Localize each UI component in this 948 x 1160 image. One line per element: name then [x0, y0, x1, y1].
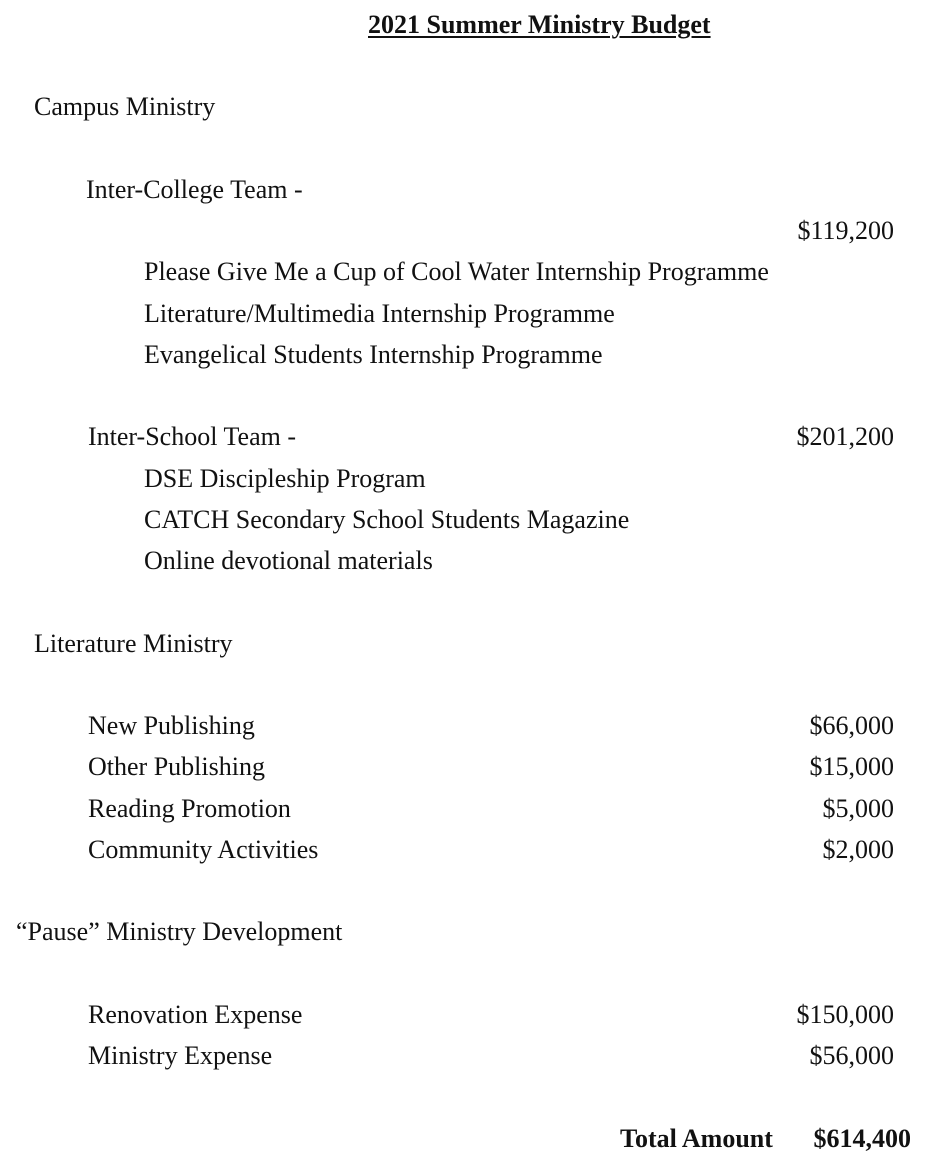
page-title: 2021 Summer Ministry Budget: [368, 10, 711, 39]
literature-item-amount: $15,000: [809, 752, 894, 781]
inter-school-item: Online devotional materials: [144, 546, 433, 575]
total-label: Total Amount: [620, 1124, 773, 1153]
inter-college-item: Literature/Multimedia Internship Programme: [144, 299, 615, 328]
pause-item-label: Ministry Expense: [88, 1041, 273, 1070]
inter-school-team-label: Inter-School Team -: [88, 422, 296, 451]
inter-college-item: Please Give Me a Cup of Cool Water Internship Programme: [144, 257, 769, 286]
literature-item-amount: $5,000: [822, 794, 894, 823]
pause-item-amount: $150,000: [796, 1000, 894, 1029]
pause-item-amount: $56,000: [809, 1041, 894, 1070]
section-heading-literature-ministry: Literature Ministry: [34, 629, 233, 658]
section-heading-campus-ministry: Campus Ministry: [34, 92, 216, 121]
inter-school-item: DSE Discipleship Program: [144, 464, 426, 493]
literature-item-label: Other Publishing: [88, 752, 265, 781]
inter-school-item: CATCH Secondary School Students Magazine: [144, 505, 630, 534]
inter-school-team-amount: $201,200: [796, 422, 894, 451]
literature-item-label: Community Activities: [88, 835, 319, 864]
literature-item-label: New Publishing: [88, 711, 255, 740]
inter-college-team-label: Inter-College Team -: [86, 175, 303, 204]
literature-item-amount: $2,000: [822, 835, 894, 864]
pause-item-label: Renovation Expense: [88, 1000, 303, 1029]
section-heading-pause-ministry: “Pause” Ministry Development: [16, 917, 343, 946]
literature-item-label: Reading Promotion: [88, 794, 291, 823]
literature-item-amount: $66,000: [809, 711, 894, 740]
inter-college-item: Evangelical Students Internship Programme: [144, 340, 603, 369]
inter-college-team-amount: $119,200: [797, 216, 894, 245]
total-amount: $614,400: [813, 1124, 911, 1153]
